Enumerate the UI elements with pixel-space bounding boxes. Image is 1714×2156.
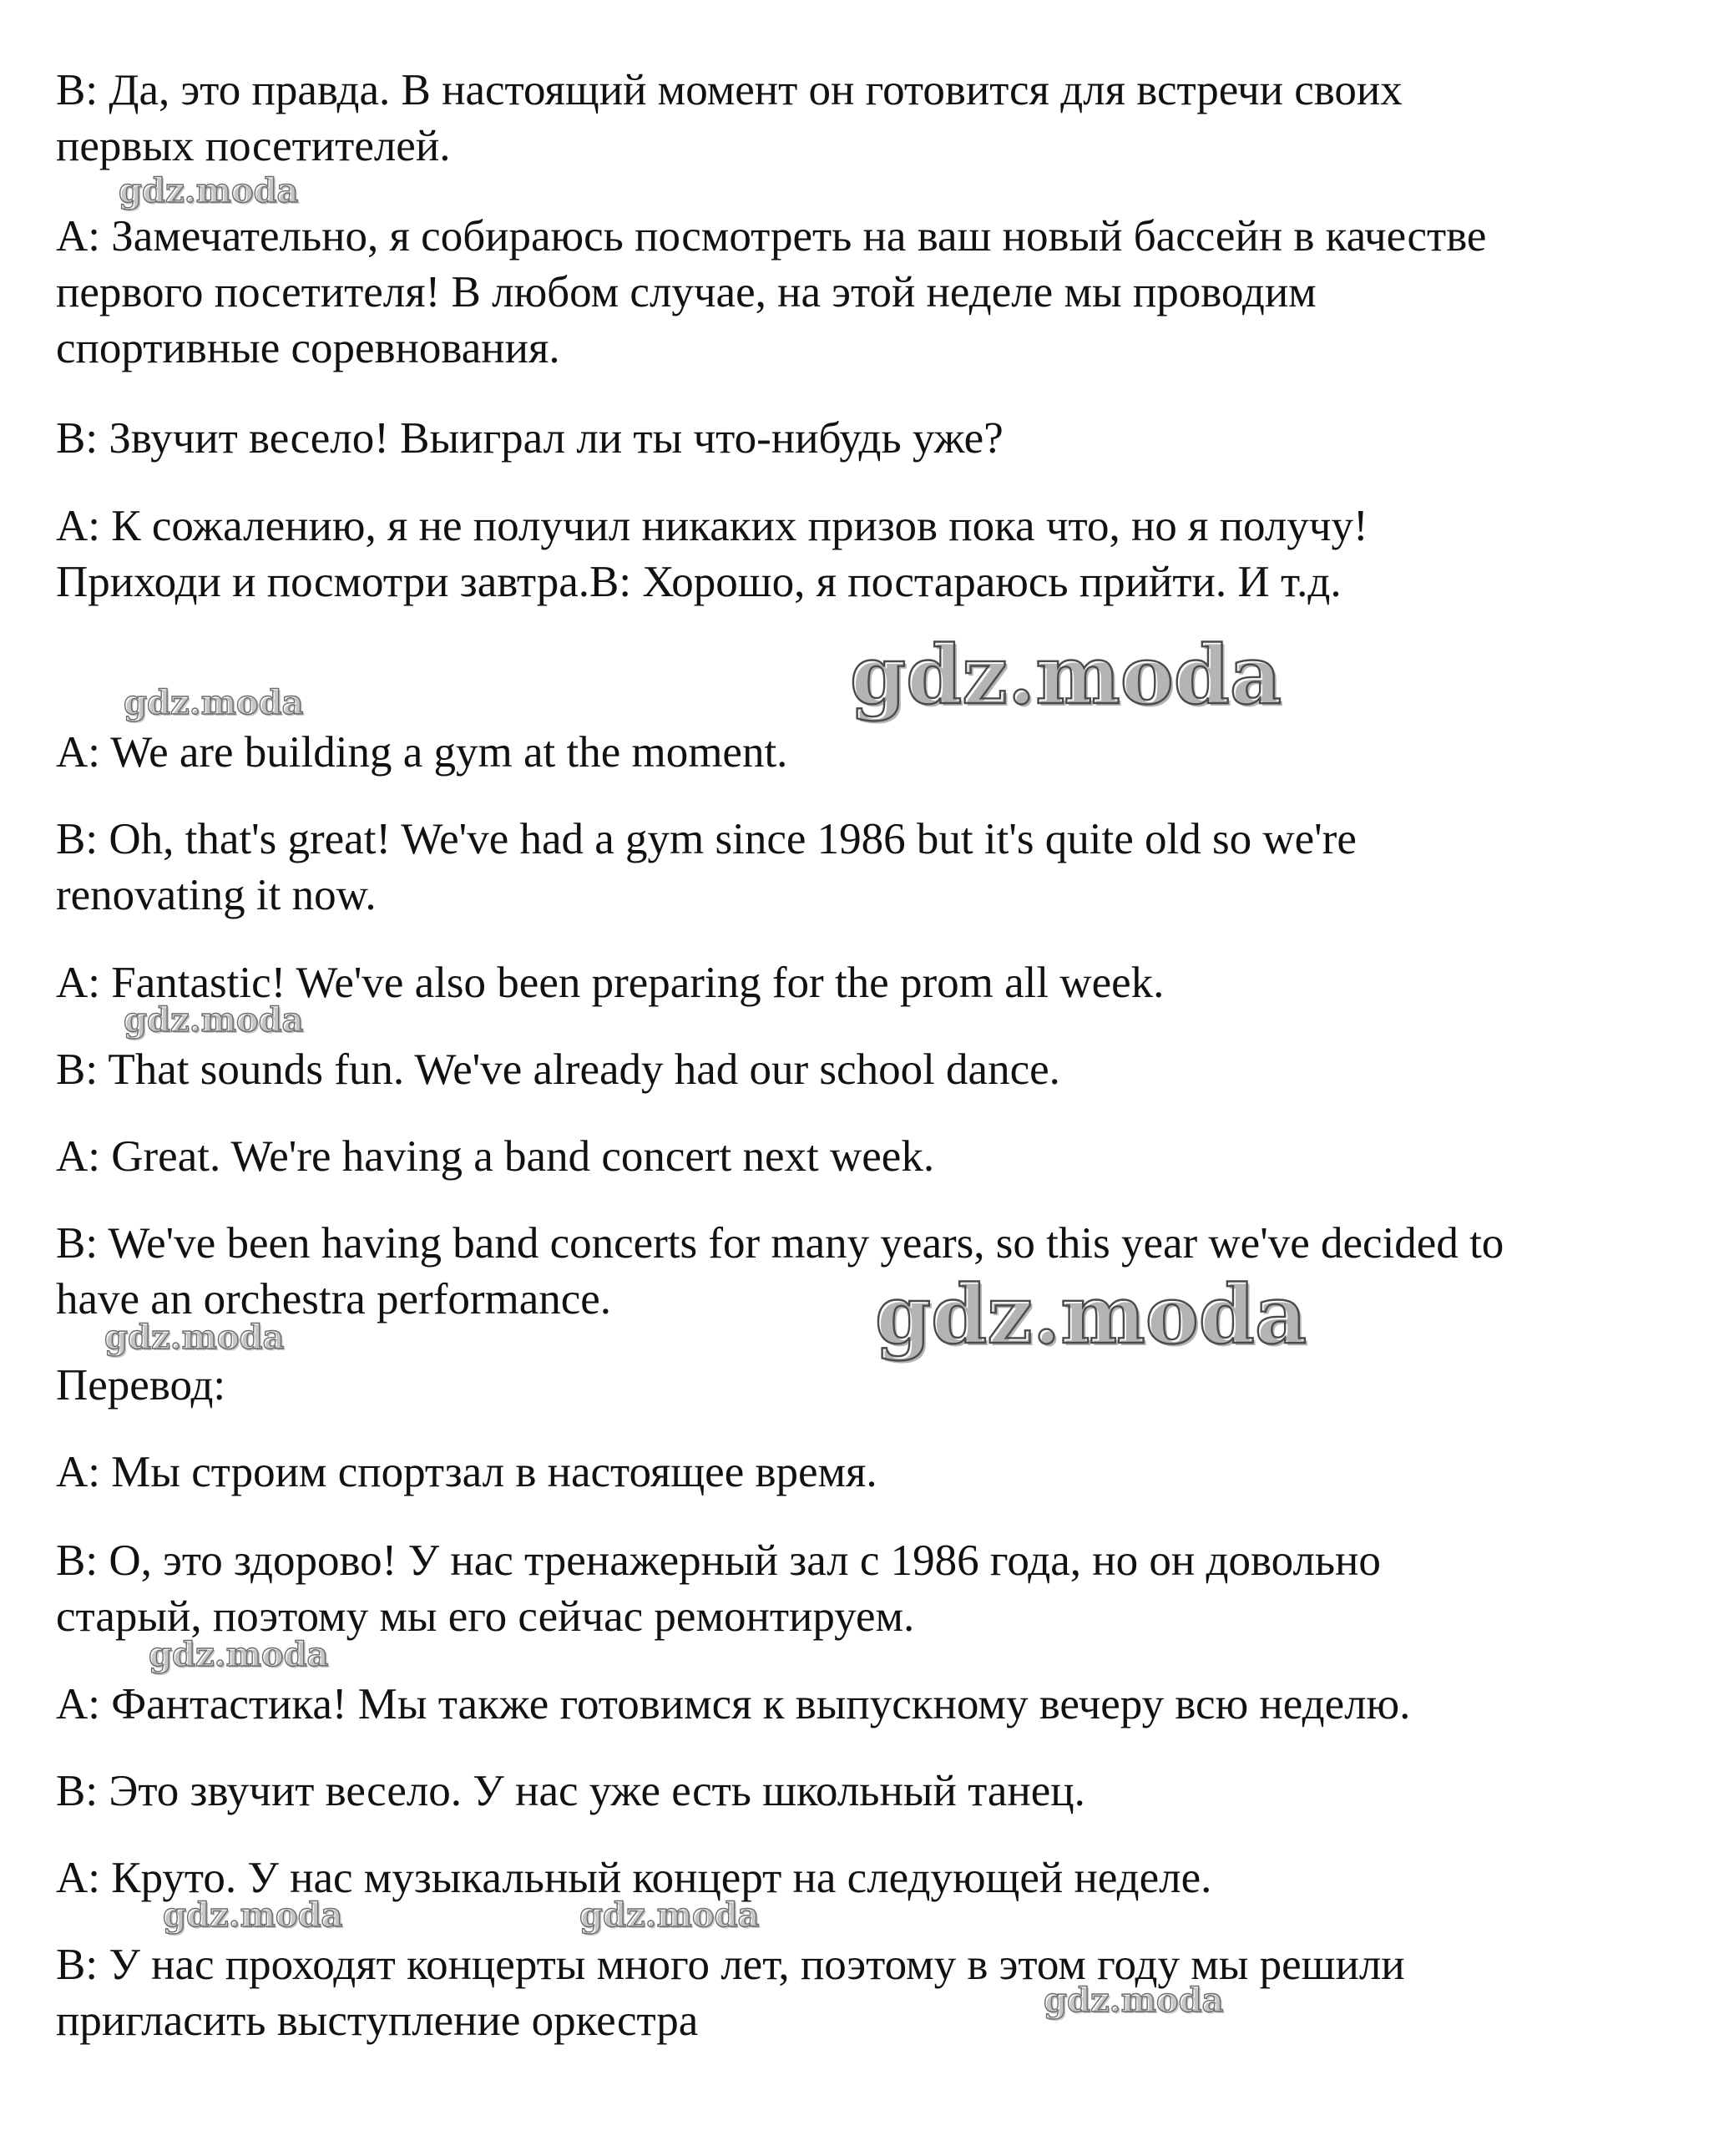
text-line: B: We've been having band concerts for many years, so this year we've decided to: [56, 1219, 1504, 1268]
watermark: gdz.moda: [149, 1635, 329, 1674]
paragraph-15: [56, 1764, 1684, 1819]
watermark: gdz.moda: [124, 683, 304, 722]
watermark: gdz.moda: [850, 628, 1282, 722]
paragraph-9: [56, 1129, 1684, 1185]
paragraph-5: [56, 725, 1684, 781]
paragraph-17: [56, 1937, 1684, 2049]
paragraph-7: [56, 955, 1684, 1011]
text-line: A: Замечательно, я собираюсь посмотреть на ваш новый бассейн в качестве: [56, 212, 1487, 261]
paragraph-10: [56, 1216, 1684, 1328]
text-line: B: Это звучит весело. У нас уже есть школьный танец.: [56, 1767, 1085, 1815]
watermark: gdz.moda: [1044, 1981, 1224, 2020]
paragraph-11: [56, 1358, 1684, 1414]
text-line: первых посетителей.: [56, 122, 451, 170]
watermark: gdz.moda: [579, 1895, 760, 1935]
text-line: старый, поэтому мы его сейчас ремонтируем.: [56, 1592, 915, 1641]
text-line: B: That sounds fun. We've already had our school dance.: [56, 1045, 1060, 1094]
paragraph-14: [56, 1677, 1684, 1733]
watermark: gdz.moda: [124, 1000, 304, 1040]
text-line: спортивные соревнования.: [56, 324, 560, 372]
text-line: A: К сожалению, я не получил никаких призов пока что, но я получу!: [56, 502, 1368, 550]
text-line: пригласить выступление оркестра: [56, 1997, 699, 2045]
paragraph-3: [56, 411, 1684, 467]
watermark: gdz.moda: [163, 1895, 343, 1935]
text-line: A: We are building a gym at the moment.: [56, 728, 788, 777]
text-line: первого посетителя! В любом случае, на этой неделе мы проводим: [56, 268, 1317, 316]
text-line: Приходи и посмотри завтра.B: Хорошо, я постараюсь прийти. И т.д.: [56, 558, 1342, 606]
paragraph-1: [56, 63, 1684, 175]
paragraph-8: [56, 1042, 1684, 1098]
paragraph-16: [56, 1850, 1684, 1906]
text-line: B: Oh, that's great! We've had a gym since 1986 but it's quite old so we're: [56, 815, 1357, 863]
text-line: A: Fantastic! We've also been preparing for the prom all week.: [56, 959, 1165, 1007]
text-line: renovating it now.: [56, 871, 377, 919]
paragraph-2: [56, 209, 1684, 377]
text-line: A: Круто. У нас музыкальный концерт на следующей неделе.: [56, 1854, 1212, 1902]
text-line: B: У нас проходят концерты много лет, поэтому в этом году мы решили: [56, 1941, 1405, 1989]
paragraph-13: [56, 1533, 1684, 1645]
paragraph-4: [56, 499, 1684, 610]
text-line: A: Мы строим спортзал в настоящее время.: [56, 1448, 877, 1496]
watermark: gdz.moda: [875, 1268, 1307, 1362]
paragraph-12: [56, 1445, 1684, 1501]
text-line: Перевод:: [56, 1361, 226, 1409]
text-line: A: Great. We're having a band concert next week.: [56, 1132, 935, 1181]
text-line: B: Да, это правда. В настоящий момент он готовится для встречи своих: [56, 66, 1403, 114]
paragraph-6: [56, 812, 1684, 924]
watermark: gdz.moda: [104, 1318, 285, 1357]
text-line: A: Фантастика! Мы также готовимся к выпускному вечеру всю неделю.: [56, 1680, 1411, 1728]
text-line: B: Звучит весело! Выиграл ли ты что-нибудь уже?: [56, 414, 1004, 463]
text-line: have an orchestra performance.: [56, 1275, 612, 1323]
text-line: B: О, это здорово! У нас тренажерный зал с 1986 года, но он довольно: [56, 1536, 1381, 1585]
watermark: gdz.moda: [119, 171, 299, 210]
